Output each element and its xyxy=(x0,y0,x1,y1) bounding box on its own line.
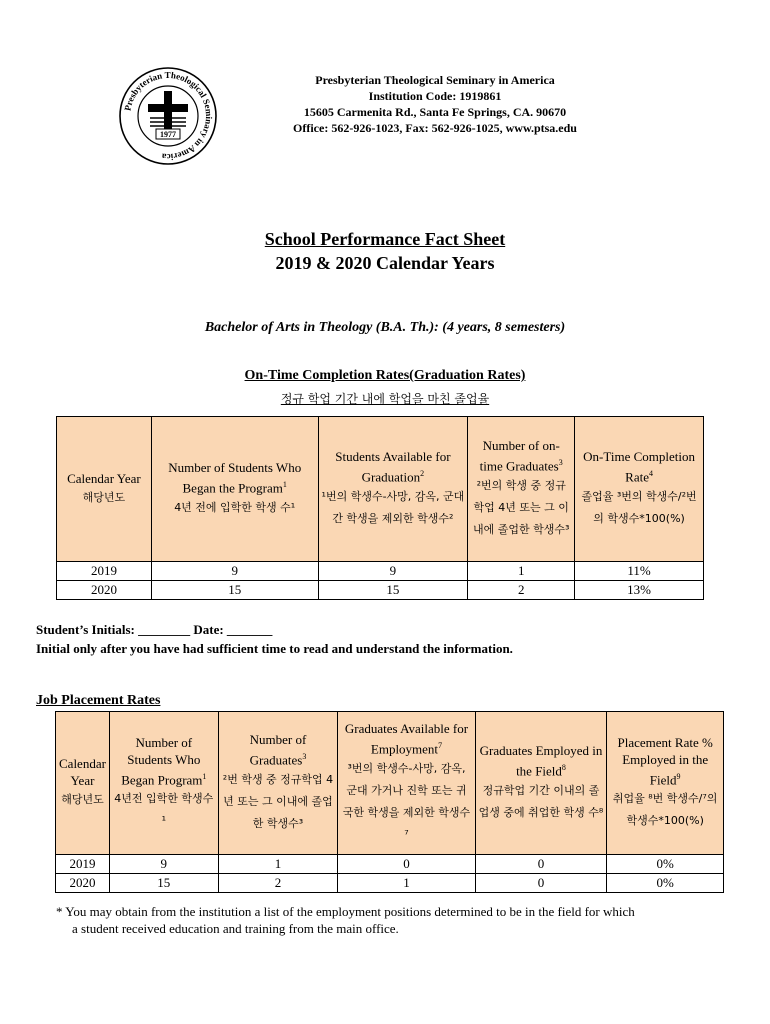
table-cell: 2019 xyxy=(57,562,152,581)
table-cell: 2020 xyxy=(57,581,152,600)
document-title xyxy=(0,227,770,275)
table-cell: 2 xyxy=(218,874,338,893)
job-placement-title: Job Placement Rates xyxy=(36,693,161,708)
header-completion-rate: On-Time Completion Rate$^4$ 졸업율 ³번의 학생수/²번의 학생수*100(%) xyxy=(575,417,704,562)
table-cell: 1 xyxy=(468,562,575,581)
program-name: Bachelor of Arts in Theology (B.A. Th.): (4 years, 8 semesters) xyxy=(204,320,566,335)
on-time-section-title-ko: 정규 학업 기간 내에 학업을 마친 졸업율 xyxy=(280,392,490,406)
initials-date-line[interactable]: Student’s Initials: ________ Date: _______ xyxy=(36,622,273,637)
header-graduates-employed: Graduates Employed in the Field$^8$ 정규학업 기간 이내의 졸업생 중에 취업한 학생 수⁸ xyxy=(475,712,607,855)
table-cell: 9 xyxy=(151,562,318,581)
institution-name: Presbyterian Theological Seminary in America xyxy=(315,73,555,87)
table-cell: 0 xyxy=(475,855,607,874)
job-placement-table xyxy=(55,711,724,893)
table-cell: 0 xyxy=(475,874,607,893)
page-title: School Performance Fact Sheet xyxy=(264,229,506,249)
page-subtitle: 2019 & 2020 Calendar Years xyxy=(275,253,495,273)
table-row xyxy=(57,581,704,600)
table-row xyxy=(57,562,704,581)
on-time-section-title: On-Time Completion Rates(Graduation Rates) xyxy=(244,368,526,383)
header-graduates: Number of Graduates$^3$ ²번 학생 중 정규학업 4년 또는 그 이내에 졸업한 학생수³ xyxy=(218,712,338,855)
header-placement-rate: Placement Rate % Employed in the Field$^9$ 취업율 ⁸번 학생수/⁷의 학생수*100(%) xyxy=(607,712,724,855)
seminary-seal-logo xyxy=(118,66,218,166)
header-calendar-year: Calendar Year 해당년도 xyxy=(56,712,110,855)
footnote-line-1: * You may obtain from the institution a list of the employment positions determined to be in the field for which xyxy=(56,904,635,919)
table-cell: 9 xyxy=(318,562,468,581)
table-cell: 0 xyxy=(338,855,475,874)
header-students-available: Students Available for Graduation$^2$ ¹번의 학생수-사망, 감옥, 군대간 학생을 제외한 학생수² xyxy=(318,417,468,562)
table-cell: 11% xyxy=(575,562,704,581)
header-graduates-available: Graduates Available for Employment$^7$ ³번의 학생수-사망, 감옥, 군대 가거나 진학 또는 귀국한 학생을 제외한 학생수⁷ xyxy=(338,712,475,855)
initials-instruction: Initial only after you have had sufficient time to read and understand the information. xyxy=(36,641,513,656)
table-row xyxy=(56,855,724,874)
on-time-completion-table xyxy=(56,416,704,600)
svg-text:Presbyterian Theological Semin: Presbyterian Theological Seminary in America xyxy=(122,69,215,163)
table-cell: 1 xyxy=(338,874,475,893)
table-cell: 13% xyxy=(575,581,704,600)
institution-address: 15605 Carmenita Rd., Santa Fe Springs, CA. 90670 xyxy=(303,105,567,119)
institution-header xyxy=(270,72,600,136)
table-cell: 1 xyxy=(218,855,338,874)
header-on-time-graduates: Number of on-time Graduates$^3$ ²번의 학생 중 정규학업 4년 또는 그 이내에 졸업한 학생수³ xyxy=(468,417,575,562)
table-cell: 0% xyxy=(607,874,724,893)
table-cell: 9 xyxy=(109,855,218,874)
footnote-line-2: a student received education and training from the main office. xyxy=(72,921,399,936)
header-students-began: Number of Students Who Began the Program$^1$ 4년 전에 입학한 학생 수¹ xyxy=(151,417,318,562)
header-calendar-year: Calendar Year 해당년도 xyxy=(57,417,152,562)
table-cell: 0% xyxy=(607,855,724,874)
table-cell: 15 xyxy=(151,581,318,600)
table-cell: 15 xyxy=(318,581,468,600)
institution-contact: Office: 562-926-1023, Fax: 562-926-1025, www.ptsa.edu xyxy=(293,121,577,135)
seal-year: 1977 xyxy=(160,130,176,139)
table-cell: 2019 xyxy=(56,855,110,874)
footnote xyxy=(56,903,736,937)
header-students-began: Number of Students Who Began Program$^1$ 4년전 입학한 학생수¹ xyxy=(109,712,218,855)
table-row xyxy=(56,874,724,893)
institution-code: Institution Code: 1919861 xyxy=(368,89,502,103)
table-cell: 15 xyxy=(109,874,218,893)
table-cell: 2020 xyxy=(56,874,110,893)
table-cell: 2 xyxy=(468,581,575,600)
student-initials-block xyxy=(36,620,513,658)
